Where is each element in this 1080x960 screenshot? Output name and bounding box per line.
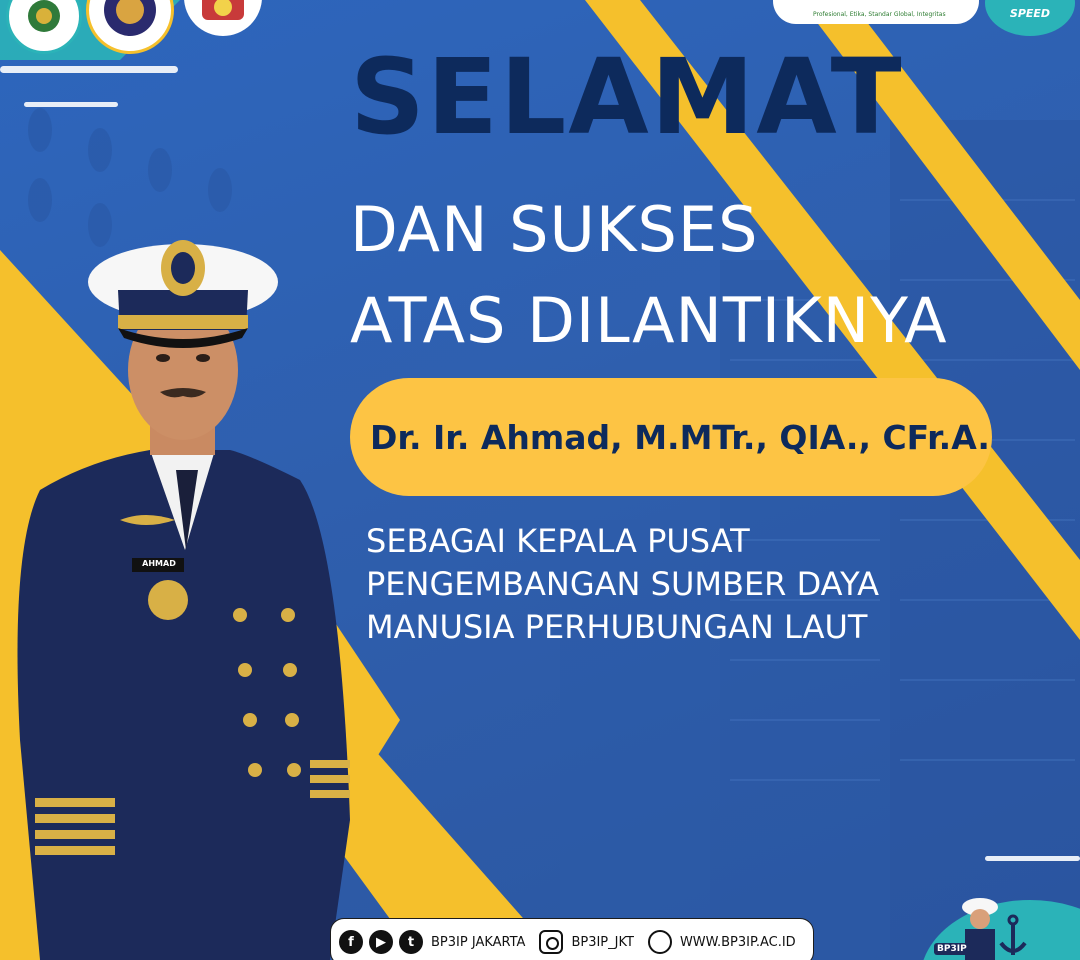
facebook-handle[interactable]: BP3IP JAKARTA — [431, 934, 526, 950]
accent-line — [0, 66, 178, 73]
position-line-3: MANUSIA PERHUBUNGAN LAUT — [366, 607, 868, 646]
honoree-name: Dr. Ir. Ahmad, M.MTr., QIA., CFr.A. — [370, 417, 990, 457]
instagram-handle[interactable]: BP3IP_JKT — [571, 934, 634, 950]
globe-icon[interactable] — [648, 930, 672, 954]
values-tagline: Profesional, Etika, Standar Global, Integritas — [813, 11, 946, 18]
accent-line — [24, 102, 118, 107]
headline-line-2: ATAS DILANTIKNYA — [350, 284, 948, 357]
name-tag: AHMAD — [142, 559, 176, 568]
headline-selamat: SELAMAT — [350, 36, 904, 158]
accent-line — [985, 856, 1080, 861]
honoree-name-pill — [350, 378, 992, 496]
instagram-icon[interactable] — [539, 930, 563, 954]
mascot-badge: BP3IP — [934, 943, 970, 955]
officer-portrait — [0, 220, 360, 960]
speed-label: SPEED — [1009, 7, 1051, 20]
social-footer — [330, 918, 814, 960]
values-badge — [773, 0, 979, 24]
twitter-icon[interactable]: t — [399, 930, 423, 954]
facebook-icon[interactable]: f — [339, 930, 363, 954]
website-link[interactable]: WWW.BP3IP.AC.ID — [679, 934, 796, 950]
youtube-icon[interactable]: ▶ — [369, 930, 393, 954]
position-line-1: SEBAGAI KEPALA PUSAT — [366, 522, 750, 560]
position-description — [366, 520, 1006, 649]
position-line-2: PENGEMBANGAN SUMBER DAYA — [366, 564, 880, 603]
headline-line-1: DAN SUKSES — [350, 193, 759, 266]
